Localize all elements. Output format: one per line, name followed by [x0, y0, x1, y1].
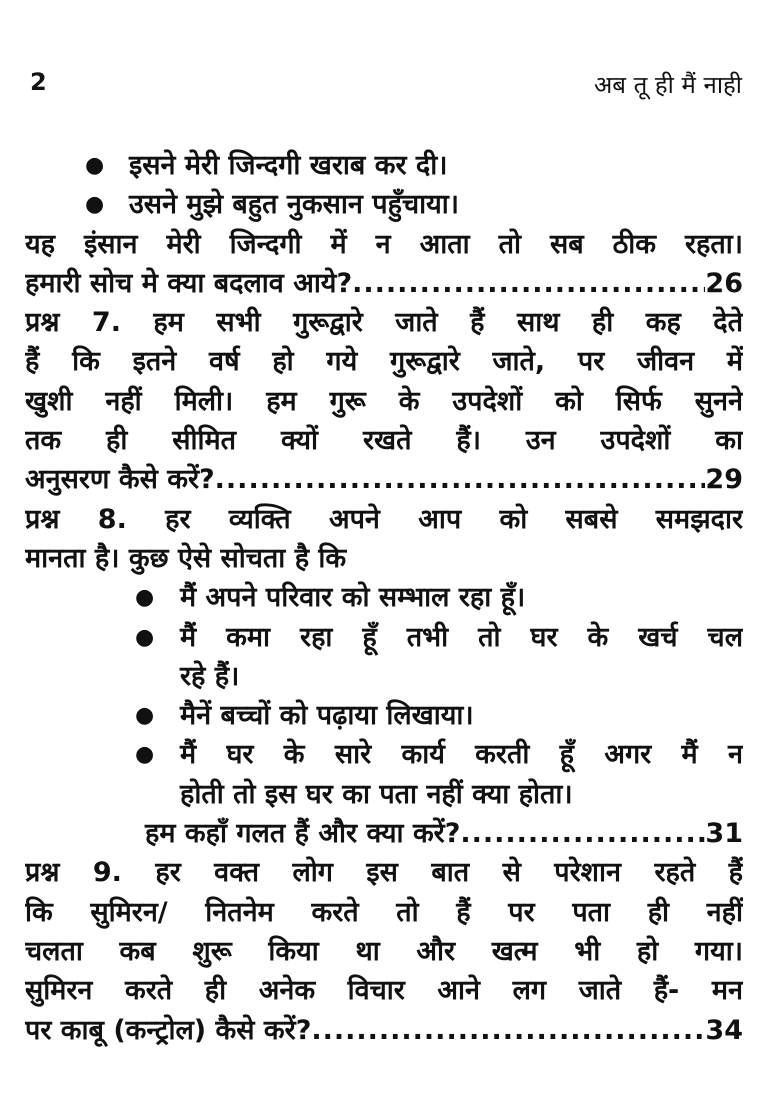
dot-leader: [352, 264, 705, 303]
toc-page-number: 26: [705, 267, 743, 299]
dot-leader: [311, 1011, 705, 1050]
bullet-continuation: होती तो इस घर का पता नहीं क्या होता।: [180, 778, 573, 810]
dot-leader: [460, 814, 705, 853]
toc-page-number: 29: [705, 464, 743, 496]
question-line: हैं कि इतने वर्ष हो गये गुरूद्वारे जाते, पर जीवन में: [25, 346, 743, 378]
bullet-icon: ●: [135, 703, 155, 729]
toc-entry: हम कहाँ गलत हैं और क्या करें? ..... 31: [25, 814, 743, 853]
question-line: सुमिरन करते ही अनेक विचार आने लग जाते हैं- मन: [25, 975, 743, 1007]
bullet-icon: ●: [135, 742, 155, 768]
bullet-icon: ●: [135, 624, 155, 650]
question-line: मानता है। कुछ ऐसे सोचता है कि: [25, 542, 347, 574]
toc-page-number: 31: [705, 818, 743, 850]
toc-page-number: 34: [705, 1014, 743, 1046]
dot-leader: [215, 460, 706, 499]
question-line: प्रश्न 9. हर वक्त लोग इस बात से परेशान रहते हैं: [25, 857, 743, 889]
question-line: चलता कब शुरू किया था और खत्म भी हो गया।: [25, 935, 743, 967]
bullet-item: ● मैनें बच्चों को पढ़ाया लिखाया।: [25, 696, 743, 735]
toc-entry: पर काबू (कन्ट्रोल) कैसे करें? ..... 34: [25, 1011, 743, 1050]
bullet-continuation: रहे हैं।: [180, 660, 240, 692]
page-number: 2: [30, 68, 47, 96]
bullet-item: ● मैं कमा रहा हूँ तभी तो घर के खर्च चल: [25, 618, 743, 657]
question-line: खुशी नहीं मिली। हम गुरू के उपदेशों को सिर्फ सुनने: [25, 385, 743, 417]
toc-entry: हमारी सोच मे क्या बदलाव आये? ..... 26: [25, 264, 743, 303]
bullet-item: ● मैं घर के सारे कार्य करती हूँ अगर मैं न: [25, 735, 743, 774]
page-body: [25, 146, 743, 1050]
question-line: प्रश्न 7. हम सभी गुरूद्वारे जाते हैं साथ ही कह देते: [25, 307, 743, 339]
bullet-icon: ●: [85, 153, 105, 178]
running-title: अब तू ही मैं नाही: [593, 71, 742, 99]
bullet-icon: ●: [135, 585, 155, 611]
toc-entry: अनुसरण कैसे करें? ..... 29: [25, 460, 743, 499]
question-line: प्रश्न 8. हर व्यक्ति अपने आप को सबसे समझदार: [25, 503, 743, 535]
paragraph-line: यह इंसान मेरी जिन्दगी में न आता तो सब ठीक रहता।: [25, 228, 743, 260]
question-line: तक ही सीमित क्यों रखते हैं। उन उपदेशों का: [25, 425, 743, 457]
bullet-item: ● उसने मुझे बहुत नुकसान पहुँचाया।: [25, 185, 743, 224]
bullet-item: ● इसने मेरी जिन्दगी खराब कर दी।: [25, 146, 743, 185]
question-line: कि सुमिरन/ नितनेम करते तो हैं पर पता ही नहीं: [25, 896, 743, 928]
bullet-item: ● मैं अपने परिवार को सम्भाल रहा हूँ।: [25, 578, 743, 617]
bullet-icon: ●: [85, 192, 105, 218]
